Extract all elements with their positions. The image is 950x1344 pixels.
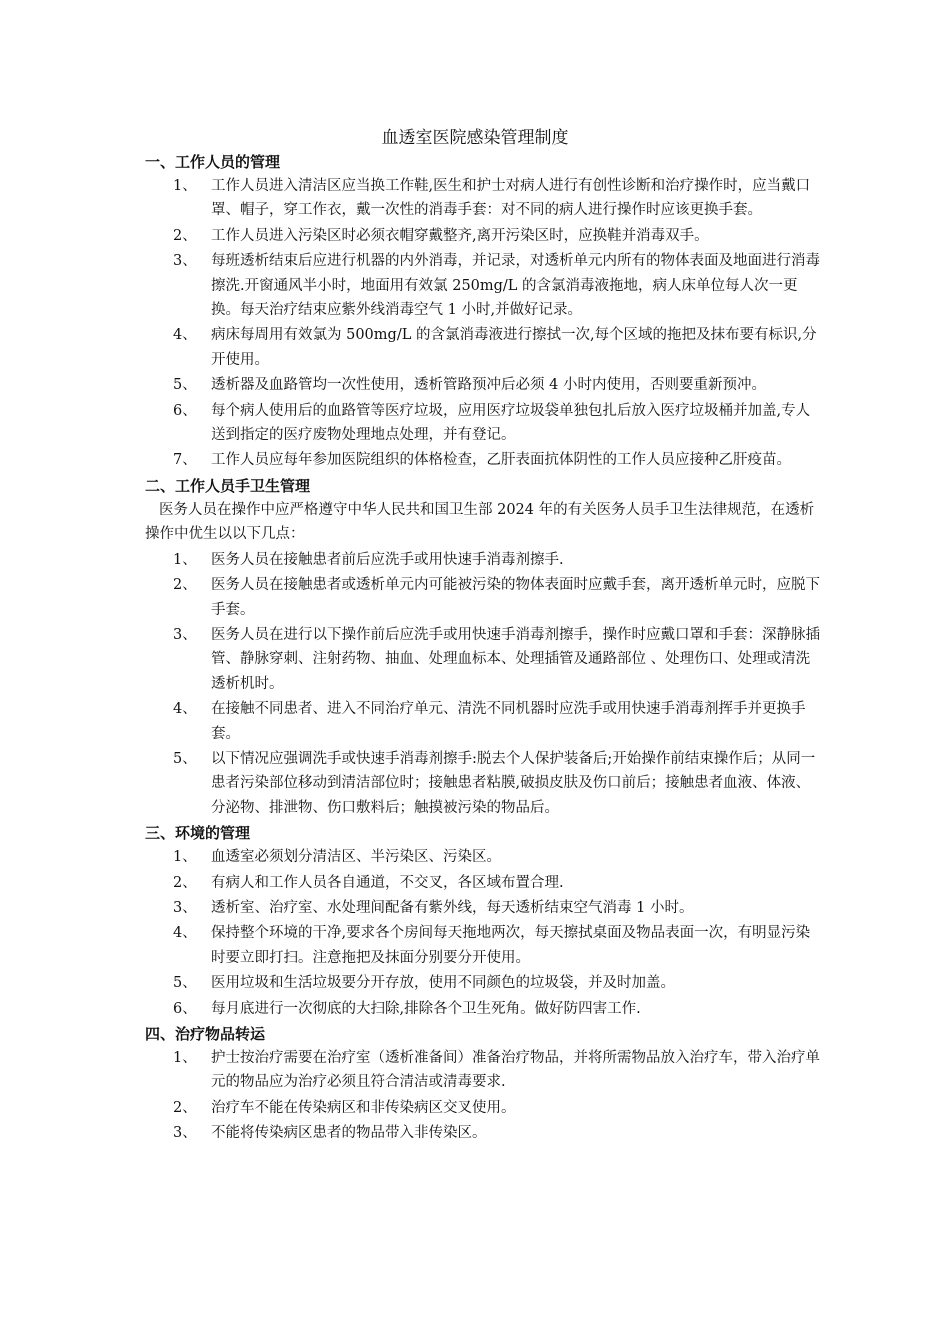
item-text: 每个病人使用后的血路管等医疗垃圾，应用医疗垃圾袋单独包扎后放入医疗垃圾桶并加盖,专人送到指定的医疗废物处理地点处理，并有登记。 (211, 402, 811, 444)
item-number: 4、 (173, 327, 197, 344)
section-staff-management (145, 150, 820, 473)
item-text: 工作人员进入清洁区应当换工作鞋,医生和护士对病人进行有创性诊断和治疗操作时，应当戴口罩、帽子，穿工作衣，戴一次性的消毒手套：对不同的病人进行操作时应该更换手套。 (211, 178, 811, 219)
item-text: 医务人员在接触患者前后应洗手或用快速手消毒剂擦手. (211, 551, 564, 568)
item-text: 每班透析结束后应进行机器的内外消毒，并记录，对透析单元内所有的物体表面及地面进行消毒擦洗.开窗通风半小时，地面用有效氯 250mg/L 的含氯消毒液拖地，病人床单位每人次一更换。每天治疗结束应紫外线消毒空气 1 小时,并做好记录。 (211, 253, 820, 319)
item-text: 血透室必须划分清洁区、半污染区、污染区。 (211, 849, 501, 866)
item-text: 医务人员在接触患者或透析单元内可能被污染的物体表面时应戴手套，离开透析单元时，应脱下手套。 (211, 577, 820, 618)
item-number: 5、 (173, 975, 197, 992)
item-text: 有病人和工作人员各自通道，不交叉，各区域布置合理. (211, 874, 564, 891)
list-item (173, 921, 820, 970)
item-text: 以下情况应强调洗手或快速手消毒剂擦手:脱去个人保护装备后;开始操作前结束操作后；从同一患者污染部位移动到清洁部位时；接触患者粘膜,破损皮肤及伤口前后；接触患者血液、体液、分泌物、排泄物、伤口敷料后；触摸被污染的物品后。 (211, 750, 816, 816)
section-hand-hygiene (145, 474, 820, 820)
list-item (173, 896, 820, 920)
section-intro: 医务人员在操作中应严格遵守中华人民共和国卫生部 2024 年的有关医务人员手卫生法律规范，在透析操作中优生以以下几点： (145, 501, 815, 543)
item-number: 1、 (173, 1050, 197, 1066)
item-text: 工作人员应每年参加医院组织的体格检查，乙肝表面抗体阴性的工作人员应接种乙肝疫苗。 (211, 452, 791, 469)
item-number: 1、 (173, 178, 197, 194)
list-item (173, 174, 820, 223)
list-item (173, 1096, 820, 1120)
section-heading: 一、工作人员的管理 (145, 153, 281, 171)
item-text: 保持整个环境的干净,要求各个房间每天拖地两次，每天擦拭桌面及物品表面一次，有明显污染时要立即打扫。注意拖把及抹面分别要分开使用。 (211, 925, 811, 966)
list-item (173, 747, 820, 820)
list-item (173, 1121, 820, 1145)
list-item (173, 448, 820, 472)
section-heading: 三、环境的管理 (145, 824, 251, 843)
document-title: 血透室医院感染管理制度 (381, 128, 569, 148)
item-number: 3、 (173, 253, 197, 270)
item-number: 4、 (173, 925, 197, 942)
item-number: 5、 (173, 750, 197, 767)
item-text: 在接触不同患者、进入不同治疗单元、清洗不同机器时应洗手或用快速手消毒剂挥手并更换手套。 (211, 701, 806, 742)
list-item (173, 548, 820, 572)
item-number: 7、 (173, 452, 197, 469)
item-number: 2、 (173, 227, 197, 244)
item-text: 透析室、治疗室、水处理间配备有紫外线，每天透析结束空气消毒 1 小时。 (211, 899, 694, 916)
section-supply-transfer (145, 1022, 820, 1146)
list-item (173, 997, 820, 1021)
list-item (173, 871, 820, 895)
item-number: 6、 (173, 402, 197, 419)
item-number: 2、 (173, 1099, 197, 1116)
section-environment (145, 821, 820, 1021)
item-number: 1、 (173, 551, 197, 568)
item-text: 治疗车不能在传染病区和非传染病区交叉使用。 (211, 1099, 516, 1116)
item-text: 病床每周用有效氯为 500mg/L 的含氯消毒液进行擦拭一次,每个区域的拖把及抹布要有标识,分开使用。 (211, 327, 817, 368)
item-number: 5、 (173, 377, 197, 394)
list-item (173, 573, 820, 622)
list-item (173, 399, 820, 448)
item-number: 1、 (173, 849, 197, 866)
item-number: 6、 (173, 1000, 197, 1017)
list-item (173, 249, 820, 322)
item-text: 每月底进行一次彻底的大扫除,排除各个卫生死角。做好防四害工作. (211, 1000, 641, 1017)
list-item (173, 845, 820, 869)
section-heading: 二、工作人员手卫生管理 (145, 476, 311, 495)
item-number: 3、 (173, 899, 197, 916)
item-number: 3、 (173, 1125, 197, 1142)
item-number: 2、 (173, 577, 197, 594)
item-number: 3、 (173, 626, 197, 643)
item-number: 2、 (173, 874, 197, 891)
list-item (173, 1046, 820, 1095)
list-item (173, 323, 820, 372)
item-text: 医用垃圾和生活垃圾要分开存放，使用不同颜色的垃圾袋，并及时加盖。 (211, 975, 675, 992)
list-item (173, 224, 820, 248)
list-item (173, 623, 820, 696)
item-text: 透析器及血路管均一次性使用，透析管路预冲后必须 4 小时内使用，否则要重新预冲。 (211, 377, 766, 394)
section-heading: 四、治疗物品转运 (145, 1025, 266, 1043)
document-body (145, 150, 820, 1147)
item-text: 护士按治疗需要在治疗室（透析准备间）准备治疗物品，并将所需物品放入治疗车，带入治疗单元的物品应为治疗必须且符合清洁或清毒要求. (211, 1050, 820, 1091)
item-text: 工作人员进入污染区时必须衣帽穿戴整齐,离开污染区时，应换鞋并消毒双手。 (211, 227, 709, 244)
list-item (173, 373, 820, 397)
list-item (173, 697, 820, 746)
item-number: 4、 (173, 701, 197, 718)
item-text: 医务人员在进行以下操作前后应洗手或用快速手消毒剂擦手，操作时应戴口罩和手套：深静脉插管、静脉穿刺、注射药物、抽血、处理血标本、处理插管及通路部位 、处理伤口、处理或清洗透析机时。 (211, 626, 820, 692)
item-text: 不能将传染病区患者的物品带入非传染区。 (211, 1125, 487, 1142)
list-item (173, 971, 820, 995)
